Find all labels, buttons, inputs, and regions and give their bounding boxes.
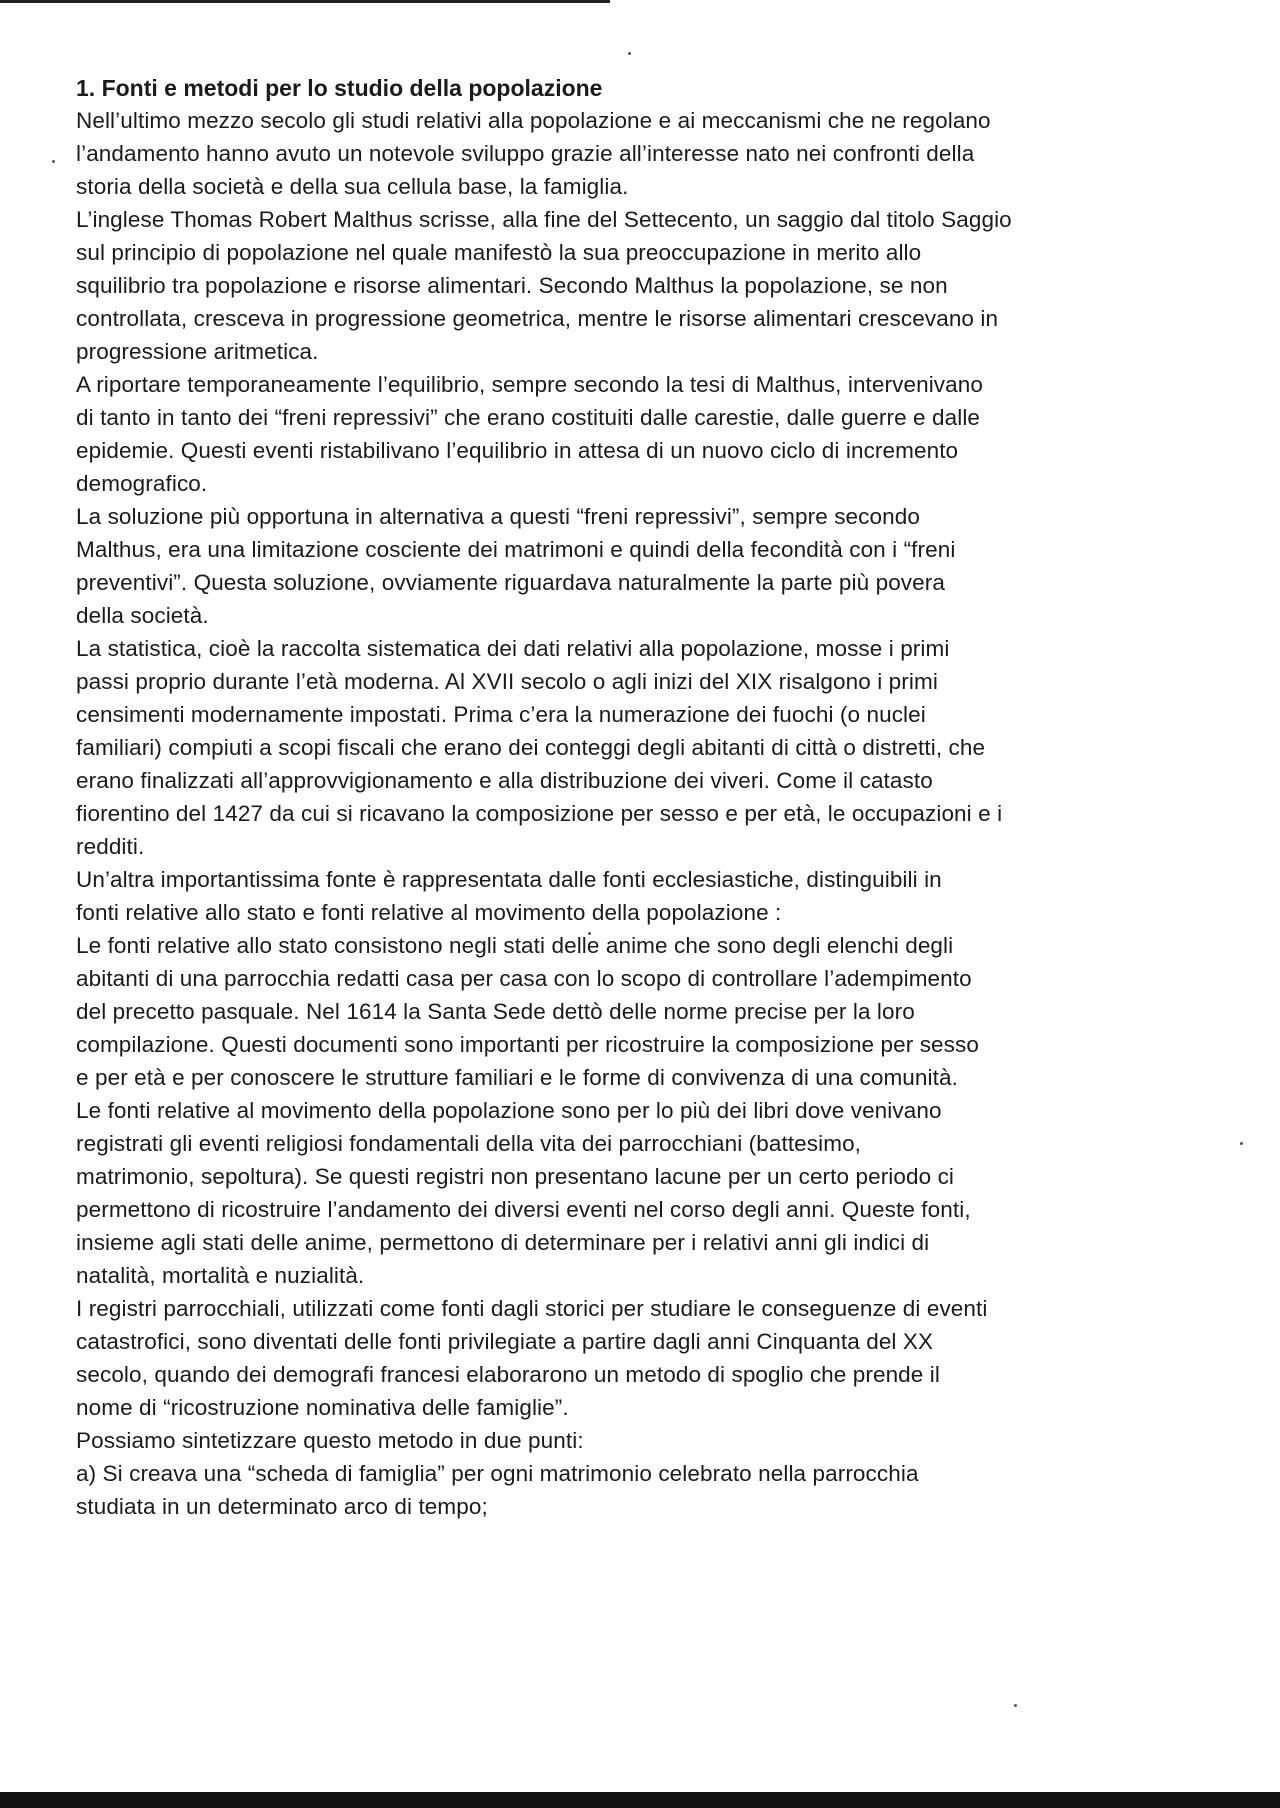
body-line: Le fonti relative allo stato consistono negli stati delle anime che sono degli elenchi degli — [76, 933, 954, 958]
body-line: Nell’ultimo mezzo secolo gli studi relativi alla popolazione e ai meccanismi che ne regolano — [76, 108, 991, 133]
body-line: La soluzione più opportuna in alternativa a questi “freni repressivi”, sempre secondo — [76, 504, 920, 529]
body-line: catastrofici, sono diventati delle fonti privilegiate a partire dagli anni Cinquanta del XX — [76, 1329, 934, 1354]
body-line: demografico. — [76, 471, 208, 496]
body-line: natalità, mortalità e nuzialità. — [76, 1263, 365, 1288]
body-line: erano finalizzati all’approvvigionamento e alla distribuzione dei viveri. Come il catasto — [76, 768, 933, 793]
document-body — [76, 104, 1226, 1523]
body-line: squilibrio tra popolazione e risorse alimentari. Secondo Malthus la popolazione, se non — [76, 273, 948, 298]
body-line: fiorentino del 1427 da cui si ricavano la composizione per sesso e per età, le occupazioni e i — [76, 801, 1003, 826]
body-line: Possiamo sintetizzare questo metodo in due punti: — [76, 1428, 584, 1453]
body-line: passi proprio durante l’età moderna. Al XVII secolo o agli inizi del XIX risalgono i primi — [76, 669, 938, 694]
body-line: preventivi”. Questa soluzione, ovviamente riguardava naturalmente la parte più povera — [76, 570, 945, 595]
scan-speck — [1014, 1704, 1017, 1707]
body-line: Le fonti relative al movimento della popolazione sono per lo più dei libri dove venivano — [76, 1098, 942, 1123]
body-line: storia della società e della sua cellula base, la famiglia. — [76, 174, 629, 199]
body-line: registrati gli eventi religiosi fondamentali della vita dei parrocchiani (battesimo, — [76, 1131, 862, 1156]
body-line: redditi. — [76, 834, 145, 859]
body-line: e per età e per conoscere le strutture familiari e le forme di convivenza di una comunità. — [76, 1065, 958, 1090]
body-line: fonti relative allo stato e fonti relative al movimento della popolazione : — [76, 900, 782, 925]
body-line: secolo, quando dei demografi francesi elaborarono un metodo di spoglio che prende il — [76, 1362, 940, 1387]
body-line: Un’altra importantissima fonte è rappresentata dalle fonti ecclesiastiche, distinguibili in — [76, 867, 942, 892]
body-line: I registri parrocchiali, utilizzati come fonti dagli storici per studiare le conseguenze di eventi — [76, 1296, 988, 1321]
body-line: controllata, cresceva in progressione geometrica, mentre le risorse alimentari crescevano in — [76, 306, 999, 331]
body-line: studiata in un determinato arco di tempo; — [76, 1494, 488, 1519]
body-line: sul principio di popolazione nel quale manifestò la sua preoccupazione in merito allo — [76, 240, 922, 265]
body-line: Malthus, era una limitazione cosciente dei matrimoni e quindi della fecondità con i “freni — [76, 537, 956, 562]
scan-top-rule — [0, 0, 610, 3]
body-line: abitanti di una parrocchia redatti casa per casa con lo scopo di controllare l’adempimento — [76, 966, 972, 991]
body-line: L’inglese Thomas Robert Malthus scrisse, alla fine del Settecento, un saggio dal titolo Saggio — [76, 207, 1012, 232]
body-line: a) Si creava una “scheda di famiglia” per ogni matrimonio celebrato nella parrocchia — [76, 1461, 919, 1486]
scan-speck — [52, 160, 55, 163]
body-line: permettono di ricostruire l’andamento dei diversi eventi nel corso degli anni. Queste fonti, — [76, 1197, 971, 1222]
body-line: epidemie. Questi eventi ristabilivano l’equilibrio in attesa di un nuovo ciclo di incremento — [76, 438, 959, 463]
body-line: della società. — [76, 603, 209, 628]
body-line: progressione aritmetica. — [76, 339, 319, 364]
scan-speck — [628, 52, 631, 55]
body-line: matrimonio, sepoltura). Se questi registri non presentano lacune per un certo periodo ci — [76, 1164, 955, 1189]
body-line: del precetto pasquale. Nel 1614 la Santa Sede dettò delle norme precise per la loro — [76, 999, 915, 1024]
body-line: compilazione. Questi documenti sono importanti per ricostruire la composizione per sesso — [76, 1032, 979, 1057]
body-line: censimenti modernamente impostati. Prima c’era la numerazione dei fuochi (o nuclei — [76, 702, 926, 727]
scan-speck — [1240, 1142, 1243, 1145]
section-heading: 1. Fonti e metodi per lo studio della popolazione — [76, 75, 603, 101]
body-line: di tanto in tanto dei “freni repressivi” che erano costituiti dalle carestie, dalle guerre e dalle — [76, 405, 981, 430]
scan-bottom-edge — [0, 1792, 1280, 1808]
body-line: l’andamento hanno avuto un notevole sviluppo grazie all’interesse nato nei confronti della — [76, 141, 975, 166]
body-line: nome di “ricostruzione nominativa delle famiglie”. — [76, 1395, 569, 1420]
body-line: A riportare temporaneamente l’equilibrio, sempre secondo la tesi di Malthus, intervenivano — [76, 372, 983, 397]
document-page — [76, 72, 1226, 1523]
body-line: insieme agli stati delle anime, permettono di determinare per i relativi anni gli indici di — [76, 1230, 930, 1255]
body-line: La statistica, cioè la raccolta sistematica dei dati relativi alla popolazione, mosse i primi — [76, 636, 950, 661]
body-line: familiari) compiuti a scopi fiscali che erano dei conteggi degli abitanti di città o distretti, che — [76, 735, 986, 760]
